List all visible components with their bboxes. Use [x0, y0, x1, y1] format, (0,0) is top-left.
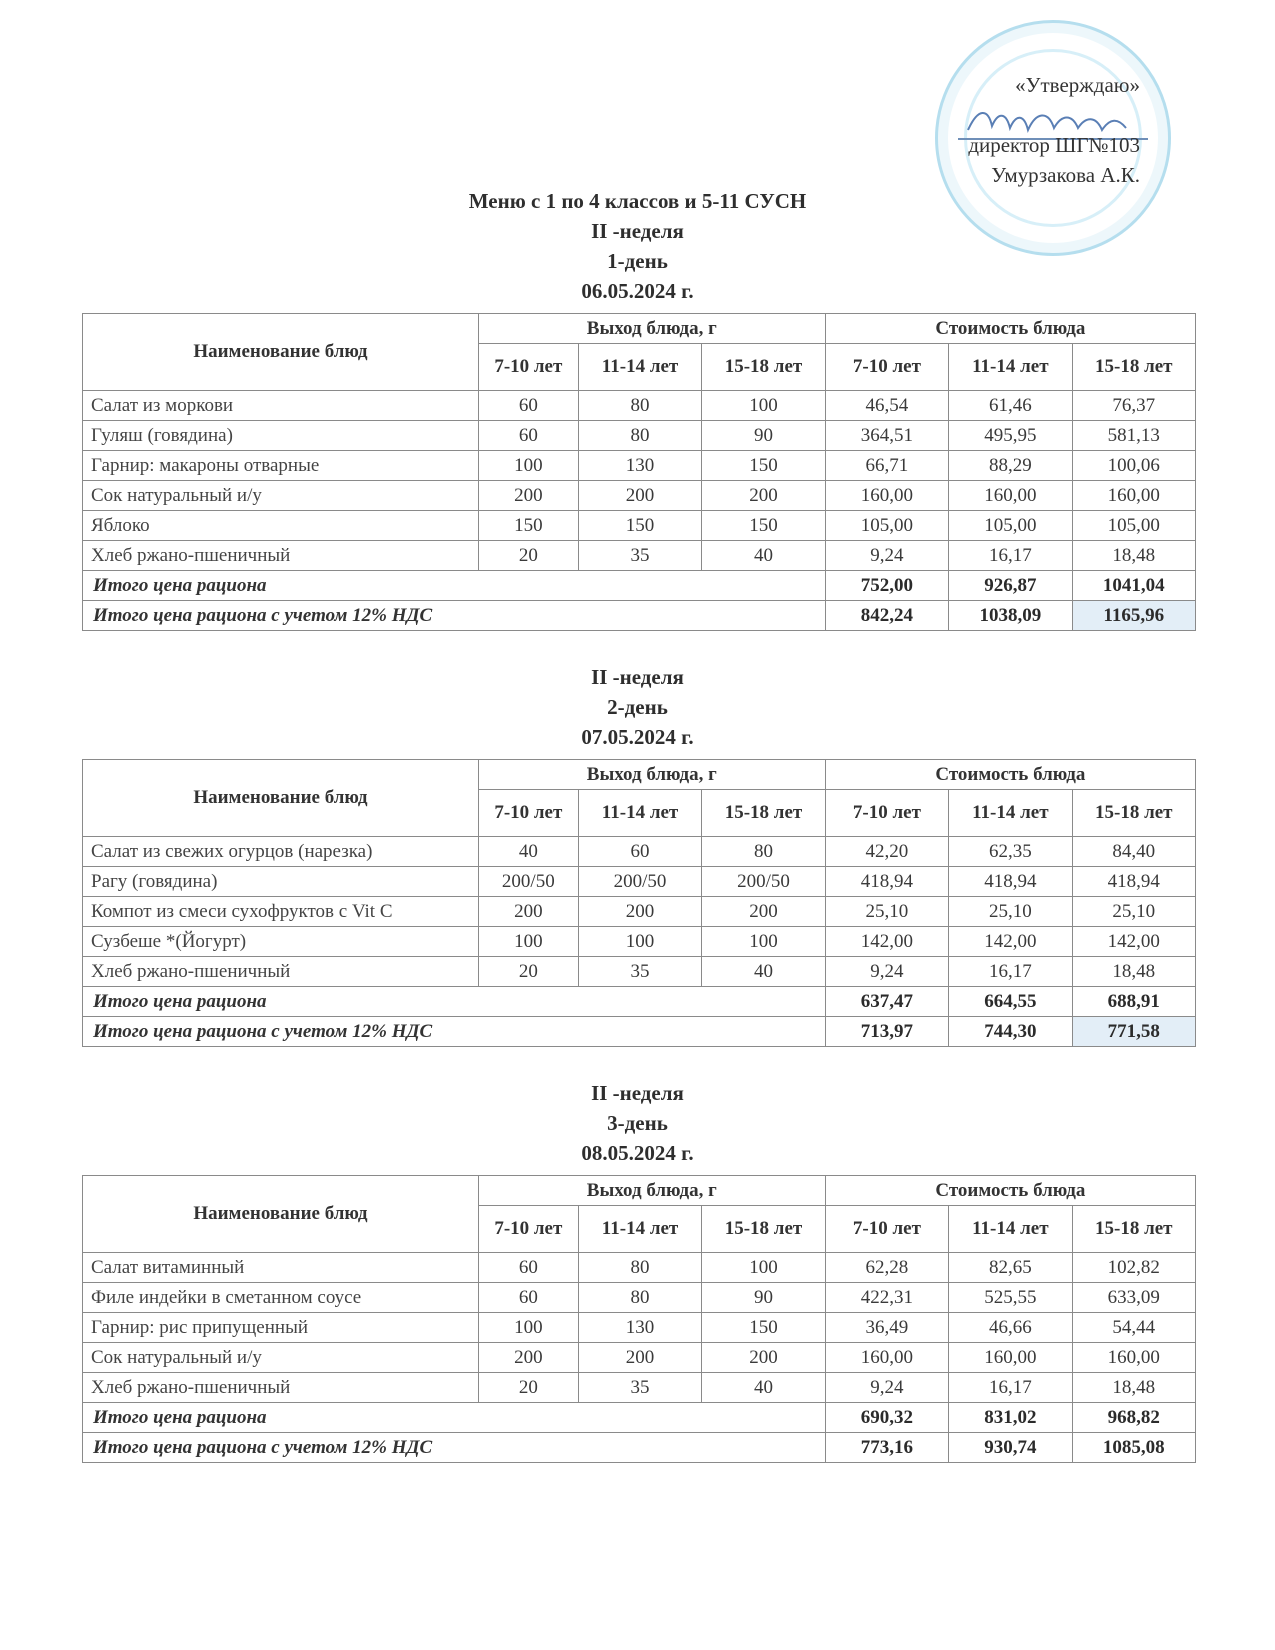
total-value: 664,55	[949, 987, 1072, 1017]
yield-cell: 200	[578, 897, 701, 927]
cost-cell: 9,24	[825, 1373, 948, 1403]
cost-cell: 61,46	[949, 391, 1072, 421]
date-label: 08.05.2024 г.	[581, 1141, 694, 1165]
cost-cell: 84,40	[1072, 837, 1195, 867]
yield-cell: 100	[478, 451, 578, 481]
yield-age-header: 15-18 лет	[702, 344, 825, 391]
total-label: Итого цена рациона	[83, 571, 826, 601]
cost-cell: 16,17	[949, 957, 1072, 987]
cost-cell: 160,00	[825, 1343, 948, 1373]
cost-cell: 160,00	[949, 1343, 1072, 1373]
menu-table-day2	[82, 759, 1196, 1047]
table-row	[83, 927, 1196, 957]
yield-cell: 100	[702, 391, 825, 421]
column-group-cost: Стоимость блюда	[825, 314, 1195, 344]
yield-age-header: 7-10 лет	[478, 790, 578, 837]
total-value: 688,91	[1072, 987, 1195, 1017]
yield-age-header: 15-18 лет	[702, 790, 825, 837]
menu-table-day3	[82, 1175, 1196, 1463]
dish-name: Сузбеше *(Йогурт)	[83, 927, 479, 957]
yield-cell: 80	[702, 837, 825, 867]
yield-cell: 60	[478, 1283, 578, 1313]
total-value: 744,30	[949, 1017, 1072, 1047]
yield-cell: 40	[702, 957, 825, 987]
table-row	[83, 1313, 1196, 1343]
table-row	[83, 1253, 1196, 1283]
yield-age-header: 7-10 лет	[478, 1206, 578, 1253]
yield-cell: 40	[478, 837, 578, 867]
yield-cell: 100	[702, 927, 825, 957]
total-label: Итого цена рациона	[83, 1403, 826, 1433]
table-row	[83, 837, 1196, 867]
yield-cell: 40	[702, 1373, 825, 1403]
signature-space	[920, 100, 1140, 130]
cost-cell: 36,49	[825, 1313, 948, 1343]
yield-cell: 200	[578, 481, 701, 511]
dish-name: Сок натуральный и/у	[83, 1343, 479, 1373]
week-label: II -неделя	[591, 1081, 684, 1105]
yield-cell: 60	[478, 391, 578, 421]
dish-name: Яблоко	[83, 511, 479, 541]
approval-heading: «Утверждаю»	[1015, 73, 1140, 97]
cost-age-header: 7-10 лет	[825, 344, 948, 391]
yield-cell: 90	[702, 421, 825, 451]
yield-cell: 20	[478, 541, 578, 571]
cost-cell: 62,35	[949, 837, 1072, 867]
table-row	[83, 481, 1196, 511]
yield-cell: 40	[702, 541, 825, 571]
yield-cell: 100	[702, 1253, 825, 1283]
cost-cell: 418,94	[949, 867, 1072, 897]
table-row	[83, 867, 1196, 897]
menu-table-day1	[82, 313, 1196, 631]
total-label: Итого цена рациона	[83, 987, 826, 1017]
total-value: 930,74	[949, 1433, 1072, 1463]
header-row	[83, 314, 1196, 344]
total-value: 637,47	[825, 987, 948, 1017]
cost-cell: 364,51	[825, 421, 948, 451]
cost-cell: 160,00	[1072, 481, 1195, 511]
cost-cell: 581,13	[1072, 421, 1195, 451]
total-value: 842,24	[825, 601, 948, 631]
cost-age-header: 15-18 лет	[1072, 790, 1195, 837]
cost-age-header: 11-14 лет	[949, 344, 1072, 391]
yield-cell: 200	[478, 1343, 578, 1373]
week-label: II -неделя	[591, 219, 684, 243]
yield-cell: 200	[702, 1343, 825, 1373]
cost-cell: 76,37	[1072, 391, 1195, 421]
date-label: 07.05.2024 г.	[581, 725, 694, 749]
yield-cell: 35	[578, 541, 701, 571]
cost-cell: 105,00	[949, 511, 1072, 541]
cost-cell: 88,29	[949, 451, 1072, 481]
cost-cell: 42,20	[825, 837, 948, 867]
table-row	[83, 511, 1196, 541]
total-row	[83, 987, 1196, 1017]
total-value: 1165,96	[1072, 601, 1195, 631]
total-label: Итого цена рациона с учетом 12% НДС	[83, 1017, 826, 1047]
approval-person: Умурзакова А.К.	[991, 163, 1140, 187]
table-row	[83, 1283, 1196, 1313]
yield-cell: 200	[478, 897, 578, 927]
yield-cell: 200	[702, 481, 825, 511]
cost-cell: 160,00	[949, 481, 1072, 511]
yield-age-header: 11-14 лет	[578, 344, 701, 391]
yield-cell: 60	[578, 837, 701, 867]
cost-cell: 46,54	[825, 391, 948, 421]
cost-cell: 25,10	[949, 897, 1072, 927]
yield-cell: 80	[578, 1253, 701, 1283]
table-row	[83, 421, 1196, 451]
total-value: 926,87	[949, 571, 1072, 601]
yield-cell: 35	[578, 957, 701, 987]
total-label: Итого цена рациона с учетом 12% НДС	[83, 1433, 826, 1463]
table-row	[83, 541, 1196, 571]
cost-cell: 9,24	[825, 541, 948, 571]
cost-cell: 9,24	[825, 957, 948, 987]
cost-age-header: 7-10 лет	[825, 1206, 948, 1253]
table-row	[83, 1373, 1196, 1403]
total-vat-row	[83, 1017, 1196, 1047]
yield-cell: 35	[578, 1373, 701, 1403]
dish-name: Филе индейки в сметанном соусе	[83, 1283, 479, 1313]
header-row	[83, 1176, 1196, 1206]
yield-cell: 150	[702, 511, 825, 541]
dish-name: Компот из смеси сухофруктов с Vit C	[83, 897, 479, 927]
cost-cell: 633,09	[1072, 1283, 1195, 1313]
yield-cell: 130	[578, 451, 701, 481]
dish-name: Хлеб ржано-пшеничный	[83, 541, 479, 571]
dish-name: Гарнир: макароны отварные	[83, 451, 479, 481]
yield-cell: 200/50	[702, 867, 825, 897]
cost-cell: 100,06	[1072, 451, 1195, 481]
yield-cell: 130	[578, 1313, 701, 1343]
total-value: 690,32	[825, 1403, 948, 1433]
yield-cell: 100	[578, 927, 701, 957]
dish-name: Салат из моркови	[83, 391, 479, 421]
total-value: 1038,09	[949, 601, 1072, 631]
column-header-name: Наименование блюд	[83, 1176, 479, 1253]
cost-cell: 525,55	[949, 1283, 1072, 1313]
yield-age-header: 11-14 лет	[578, 790, 701, 837]
day-label: 1-день	[607, 249, 668, 273]
yield-cell: 100	[478, 927, 578, 957]
approval-block	[920, 70, 1140, 190]
dish-name: Салат из свежих огурцов (нарезка)	[83, 837, 479, 867]
column-group-yield: Выход блюда, г	[478, 314, 825, 344]
dish-name: Хлеб ржано-пшеничный	[83, 957, 479, 987]
cost-cell: 18,48	[1072, 1373, 1195, 1403]
yield-cell: 200/50	[578, 867, 701, 897]
yield-cell: 80	[578, 1283, 701, 1313]
table-row	[83, 451, 1196, 481]
total-value: 773,16	[825, 1433, 948, 1463]
cost-cell: 46,66	[949, 1313, 1072, 1343]
total-vat-row	[83, 1433, 1196, 1463]
yield-age-header: 11-14 лет	[578, 1206, 701, 1253]
cost-cell: 16,17	[949, 541, 1072, 571]
yield-cell: 150	[702, 451, 825, 481]
yield-cell: 200	[702, 897, 825, 927]
total-value: 1085,08	[1072, 1433, 1195, 1463]
yield-cell: 80	[578, 421, 701, 451]
total-value: 771,58	[1072, 1017, 1195, 1047]
date-label: 06.05.2024 г.	[581, 279, 694, 303]
cost-cell: 418,94	[1072, 867, 1195, 897]
cost-cell: 62,28	[825, 1253, 948, 1283]
cost-cell: 25,10	[825, 897, 948, 927]
total-vat-row	[83, 601, 1196, 631]
cost-cell: 82,65	[949, 1253, 1072, 1283]
dish-name: Рагу (говядина)	[83, 867, 479, 897]
column-header-name: Наименование блюд	[83, 760, 479, 837]
total-value: 713,97	[825, 1017, 948, 1047]
yield-age-header: 7-10 лет	[478, 344, 578, 391]
cost-cell: 18,48	[1072, 541, 1195, 571]
dish-name: Хлеб ржано-пшеничный	[83, 1373, 479, 1403]
table-row	[83, 957, 1196, 987]
table-row	[83, 897, 1196, 927]
cost-cell: 422,31	[825, 1283, 948, 1313]
cost-cell: 142,00	[825, 927, 948, 957]
yield-cell: 150	[578, 511, 701, 541]
yield-cell: 20	[478, 957, 578, 987]
cost-cell: 105,00	[825, 511, 948, 541]
cost-cell: 18,48	[1072, 957, 1195, 987]
dish-name: Гуляш (говядина)	[83, 421, 479, 451]
column-group-yield: Выход блюда, г	[478, 1176, 825, 1206]
yield-cell: 60	[478, 421, 578, 451]
cost-age-header: 11-14 лет	[949, 1206, 1072, 1253]
yield-cell: 100	[478, 1313, 578, 1343]
yield-cell: 90	[702, 1283, 825, 1313]
dish-name: Гарнир: рис припущенный	[83, 1313, 479, 1343]
total-value: 1041,04	[1072, 571, 1195, 601]
total-row	[83, 1403, 1196, 1433]
yield-cell: 80	[578, 391, 701, 421]
column-group-cost: Стоимость блюда	[825, 1176, 1195, 1206]
day-label: 3-день	[607, 1111, 668, 1135]
total-value: 752,00	[825, 571, 948, 601]
cost-cell: 66,71	[825, 451, 948, 481]
cost-cell: 102,82	[1072, 1253, 1195, 1283]
yield-cell: 200	[578, 1343, 701, 1373]
cost-age-header: 7-10 лет	[825, 790, 948, 837]
document-title: Меню с 1 по 4 классов и 5-11 СУСН	[468, 189, 807, 213]
table-row	[83, 391, 1196, 421]
week-label: II -неделя	[591, 665, 684, 689]
cost-cell: 142,00	[1072, 927, 1195, 957]
cost-cell: 142,00	[949, 927, 1072, 957]
column-header-name: Наименование блюд	[83, 314, 479, 391]
cost-cell: 54,44	[1072, 1313, 1195, 1343]
dish-name: Салат витаминный	[83, 1253, 479, 1283]
total-value: 968,82	[1072, 1403, 1195, 1433]
cost-cell: 160,00	[1072, 1343, 1195, 1373]
yield-cell: 60	[478, 1253, 578, 1283]
yield-cell: 200/50	[478, 867, 578, 897]
cost-cell: 16,17	[949, 1373, 1072, 1403]
total-value: 831,02	[949, 1403, 1072, 1433]
dish-name: Сок натуральный и/у	[83, 481, 479, 511]
yield-cell: 200	[478, 481, 578, 511]
approval-position: директор ШГ№103	[968, 133, 1140, 157]
column-group-cost: Стоимость блюда	[825, 760, 1195, 790]
yield-cell: 150	[478, 511, 578, 541]
total-label: Итого цена рациона с учетом 12% НДС	[83, 601, 826, 631]
day-label: 2-день	[607, 695, 668, 719]
cost-cell: 418,94	[825, 867, 948, 897]
column-group-yield: Выход блюда, г	[478, 760, 825, 790]
header-row	[83, 760, 1196, 790]
cost-age-header: 11-14 лет	[949, 790, 1072, 837]
cost-age-header: 15-18 лет	[1072, 1206, 1195, 1253]
table-row	[83, 1343, 1196, 1373]
yield-age-header: 15-18 лет	[702, 1206, 825, 1253]
total-row	[83, 571, 1196, 601]
cost-cell: 495,95	[949, 421, 1072, 451]
yield-cell: 20	[478, 1373, 578, 1403]
cost-cell: 25,10	[1072, 897, 1195, 927]
cost-age-header: 15-18 лет	[1072, 344, 1195, 391]
cost-cell: 105,00	[1072, 511, 1195, 541]
cost-cell: 160,00	[825, 481, 948, 511]
yield-cell: 150	[702, 1313, 825, 1343]
